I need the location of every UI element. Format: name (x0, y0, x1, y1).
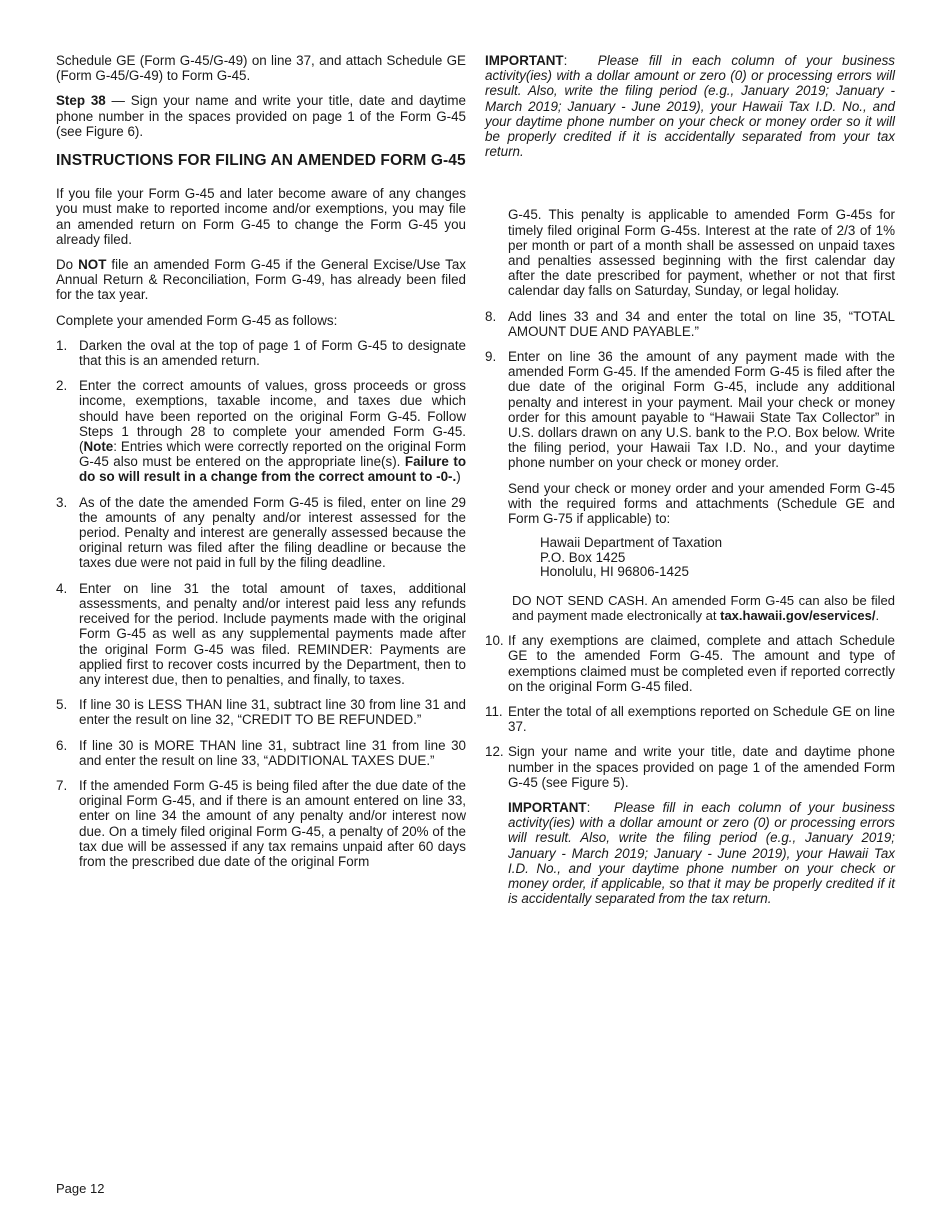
list-item-12 (485, 744, 895, 790)
list-text: If line 30 is LESS THAN line 31, subtract line 30 from line 31 and enter the result on line 32, “CREDIT TO BE REFUNDED.” (79, 697, 466, 728)
list-number: 9. (485, 349, 497, 365)
step-38-paragraph (56, 93, 466, 139)
list-number: 12. (485, 744, 504, 760)
do-not-file-paragraph (56, 257, 466, 303)
eservices-link[interactable]: tax.hawaii.gov/eservices/ (720, 607, 876, 623)
list-number: 10. (485, 633, 504, 649)
list-item-9 (485, 349, 895, 471)
list-item-2 (56, 378, 466, 484)
item-7-continued: G-45. This penalty is applicable to amended Form G-45s for timely filed original Form G-45s. Interest at the rate of 2/3 of 1% per month or part of a month shall be assessed on unpaid taxes and penalties assessed beginning with the first calendar day after the date prescribed for payment, whether or not that first calendar day falls on Saturday, Sunday, or legal holiday. (508, 207, 895, 299)
list-item-6 (56, 738, 466, 768)
do-not-file-b: file an amended Form G-45 if the General Excise/Use Tax Annual Return & Reconciliation, Form G-49, has already been filed for the tax year. (56, 257, 466, 303)
important-label: IMPORTANT (508, 800, 587, 816)
address-line: Honolulu, HI 96806-1425 (540, 564, 689, 580)
list-text-c: ) (456, 469, 461, 485)
list-text-a: Enter the correct amounts of values, gross proceeds or gross income, exemptions, taxable income, and taxes due which should have been reported on the original Form G-45. Follow Steps 1 through 28 to complete your amended Form G-45. ( (79, 378, 466, 455)
list-number: 4. (56, 580, 68, 596)
intro-paragraph: If you file your Form G-45 and later become aware of any changes you must make to reported income and/or exemptions, you may file an amended return on Form G-45 to change the Form G-45 you already filed. (56, 186, 466, 247)
important-text: Please fill in each column of your business activity(ies) with a dollar amount or zero (0) or processing errors will result. Also, write the filing period (e.g., January 2019; January - March 2019; January - June 2019), your Hawaii Tax I.D. No., and your daytime phone number on your check or money order so it will be properly credited if it is accidentally separated from your tax return. (485, 53, 895, 160)
list-number: 3. (56, 494, 68, 510)
right-column (485, 53, 895, 917)
list-text: Enter on line 31 the total amount of taxes, additional assessments, and penalty and/or interest paid less any refunds received for the period. Include payments made with the original Form G-45 as well as any supplemental payments made after the original Form G-45 was filed. REMINDER: Payments are applied first to recover costs incurred by the Department, then to any interest due, then to penalties, and finally, to taxes. (79, 580, 466, 687)
important-notice-top: IMPORTANT: Please fill in each column of your business activity(ies) with a dollar amount or zero (0) or processing errors will result. Also, write the filing period (e.g., January 2019; January - March 2019; January - June 2019), your Hawaii Tax I.D. No., and your daytime phone number on your check or money order so it will be properly credited if it is accidentally separated from your tax return. (485, 53, 895, 160)
list-item-1 (56, 338, 466, 368)
list-item-11 (485, 704, 895, 734)
list-text: If line 30 is MORE THAN line 31, subtract line 31 from line 30 and enter the result on line 33, “ADDITIONAL TAXES DUE.” (79, 737, 466, 768)
list-text: If the amended Form G-45 is being filed after the due date of the original Form G-45, and if there is an amount entered on line 33, enter on line 34 the amount of any penalty and/or interest now due. On a timely filed original Form G-45, a penalty of 20% of the tax due will be assessed if any tax remains unpaid after 60 days from the prescribed due date of the original Form (79, 777, 466, 869)
failure-warning: Failure to do so will result in a change from the correct amount to -0-. (79, 454, 467, 485)
section-heading: INSTRUCTIONS FOR FILING AN AMENDED FORM G-45 (56, 152, 466, 170)
list-text: Enter the total of all exemptions reported on Schedule GE on line 37. (508, 704, 895, 735)
address-line: P.O. Box 1425 (540, 549, 626, 565)
list-item-10 (485, 633, 895, 694)
list-item-8 (485, 309, 895, 339)
important-text: Please fill in each column of your business activity(ies) with a dollar amount or zero (0) or processing errors will result. Also, write the filing period (e.g., January 2019; January - March 2019; January - June 2019), your Hawaii Tax I.D. No., and your daytime phone number on your check or money order, if applicable, so that it may be properly credited if it is accidentally separated from the tax return. (508, 800, 895, 907)
list-number: 5. (56, 697, 68, 713)
list-number: 11. (485, 704, 503, 720)
complete-as-follows: Complete your amended Form G-45 as follows: (56, 312, 338, 328)
list-item-3 (56, 495, 466, 571)
left-column (56, 53, 466, 879)
list-item-4 (56, 581, 466, 687)
list-text: As of the date the amended Form G-45 is filed, enter on line 29 the amounts of any penalty and/or interest assessed for the period. Penalty and interest are generally assessed because the original return was filed after the filing deadline or because the taxes due were not paid in full by the filing deadline. (79, 494, 466, 571)
column-spacer (485, 169, 895, 207)
list-number: 6. (56, 737, 68, 753)
page-number: Page 12 (56, 1181, 105, 1196)
step-38-text: — Sign your name and write your title, date and daytime phone number in the spaces provided on page 1 of the Form G-45 (see Figure 6). (56, 93, 466, 139)
list-number: 7. (56, 777, 68, 793)
do-not-file-a: Do (56, 257, 79, 273)
address-line: Hawaii Department of Taxation (540, 535, 723, 551)
list-text: If any exemptions are claimed, complete and attach Schedule GE to the amended Form G-45. The amount and type of exemptions claimed must be completed even if reported correctly on the original Form G-45 filed. (508, 633, 895, 694)
list-item-5 (56, 697, 466, 727)
note-label: Note (83, 439, 114, 455)
step-38-label: Step 38 (56, 93, 106, 109)
list-text-b: : Entries which were correctly reported on the original Form G-45 also must be entered on the appropriate line(s). (79, 439, 466, 470)
schedule-ge-paragraph: Schedule GE (Form G-45/G-49) on line 37, and attach Schedule GE (Form G-45/G-49) to Form G-45. (56, 53, 466, 84)
not-emphasis: NOT (78, 257, 107, 273)
list-number: 2. (56, 378, 68, 394)
list-text (79, 378, 466, 484)
cash-end: . (875, 607, 880, 623)
important-label: IMPORTANT (485, 53, 564, 68)
list-text: Enter on line 36 the amount of any payment made with the amended Form G-45. If the amended Form G-45 is filed after the due date of the original Form G-45, include any additional penalty and interest in your payment. Mail your check or money order for this amount payable to “Hawaii State Tax Collector” in U.S. dollars drawn on any U.S. bank to the P.O. Box below. Write the filing period, your Hawaii Tax I.D. No., and your daytime phone number on your check or money order. (508, 349, 895, 471)
cash-text: DO NOT SEND CASH. An amended Form G-45 can also be filed and payment made electronically at (512, 593, 895, 623)
important-notice-bottom: IMPORTANT: Please fill in each column of your business activity(ies) with a dollar amount or zero (0) or processing errors will result. Also, write the filing period (e.g., January 2019; January - March 2019; January - June 2019), your Hawaii Tax I.D. No., and your daytime phone number on your check or money order, if applicable, so that it may be properly credited if it is accidentally separated from the tax return. (508, 800, 895, 907)
do-not-send-cash (512, 594, 895, 623)
send-paragraph: Send your check or money order and your amended Form G-45 with the required forms and attachments (Schedule GE and Form G-75 if applicable) to: (508, 480, 895, 527)
list-text: Sign your name and write your title, date and daytime phone number in the spaces provided on page 1 of the amended Form G-45 (see Figure 5). (508, 744, 895, 790)
list-text: Add lines 33 and 34 and enter the total on line 35, “TOTAL AMOUNT DUE AND PAYABLE.” (508, 308, 895, 339)
list-item-7 (56, 778, 466, 869)
list-text: Darken the oval at the top of page 1 of Form G-45 to designate that this is an amended return. (79, 337, 466, 369)
mailing-address (540, 536, 895, 580)
list-number: 8. (485, 308, 497, 324)
list-number: 1. (56, 337, 68, 353)
